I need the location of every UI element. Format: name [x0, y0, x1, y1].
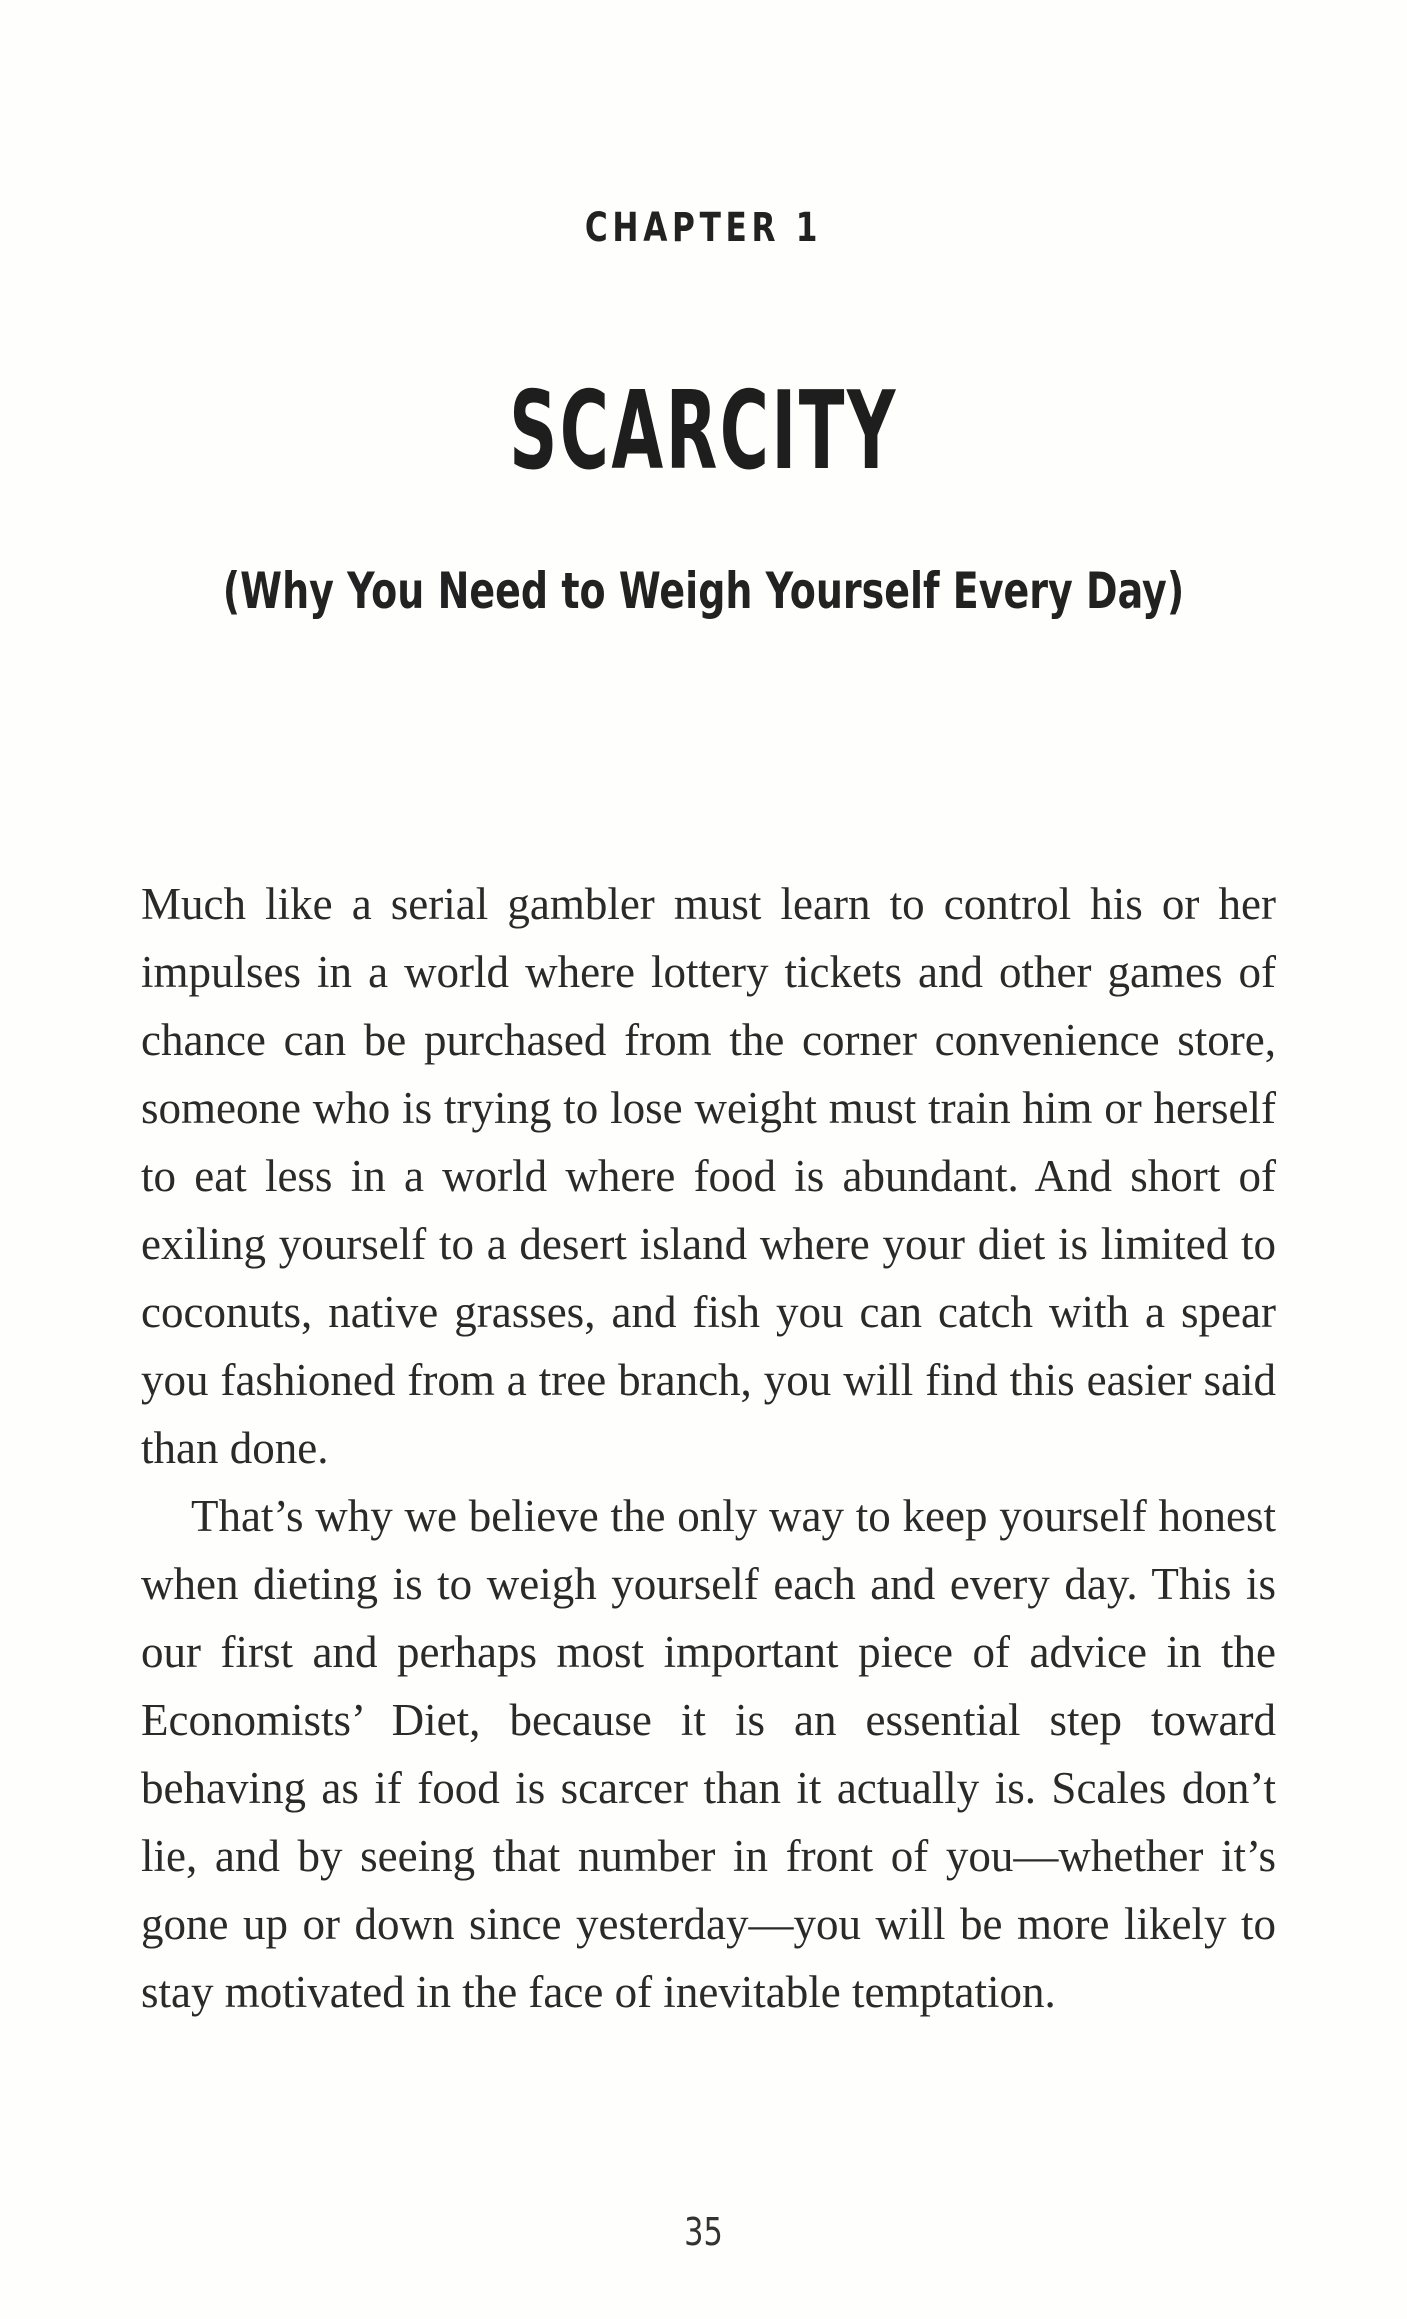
chapter-body [141, 870, 1276, 2026]
chapter-label: CHAPTER 1 [584, 205, 823, 251]
chapter-title: SCARCITY [509, 369, 898, 494]
body-paragraph-1: Much like a serial gambler must learn to control his or her impulses in a world where lottery tickets and other games of chance can be purchased from the corner convenience store, someone who is trying to lose weight must train him or herself to eat less in a world where food is abundant. And short of exiling yourself to a desert island where your diet is limited to coconuts, native grasses, and fish you can catch with a spear you fashioned from a tree branch, you will find this easier said than done. [141, 879, 1276, 1473]
body-paragraph-2: That’s why we believe the only way to keep yourself honest when dieting is to weigh yourself each and every day. This is our first and perhaps most important piece of advice in the Economists’ Diet, because it is an essential step toward behaving as if food is scarcer than it actually is. Scales don’t lie, and by seeing that number in front of you—whether it’s gone up or down since yesterday—you will be more likely to stay motivated in the face of inevitable temptation. [141, 1491, 1276, 2017]
page-number: 35 [684, 2210, 723, 2254]
chapter-subtitle: (Why You Need to Weigh Yourself Every Day) [222, 562, 1185, 620]
